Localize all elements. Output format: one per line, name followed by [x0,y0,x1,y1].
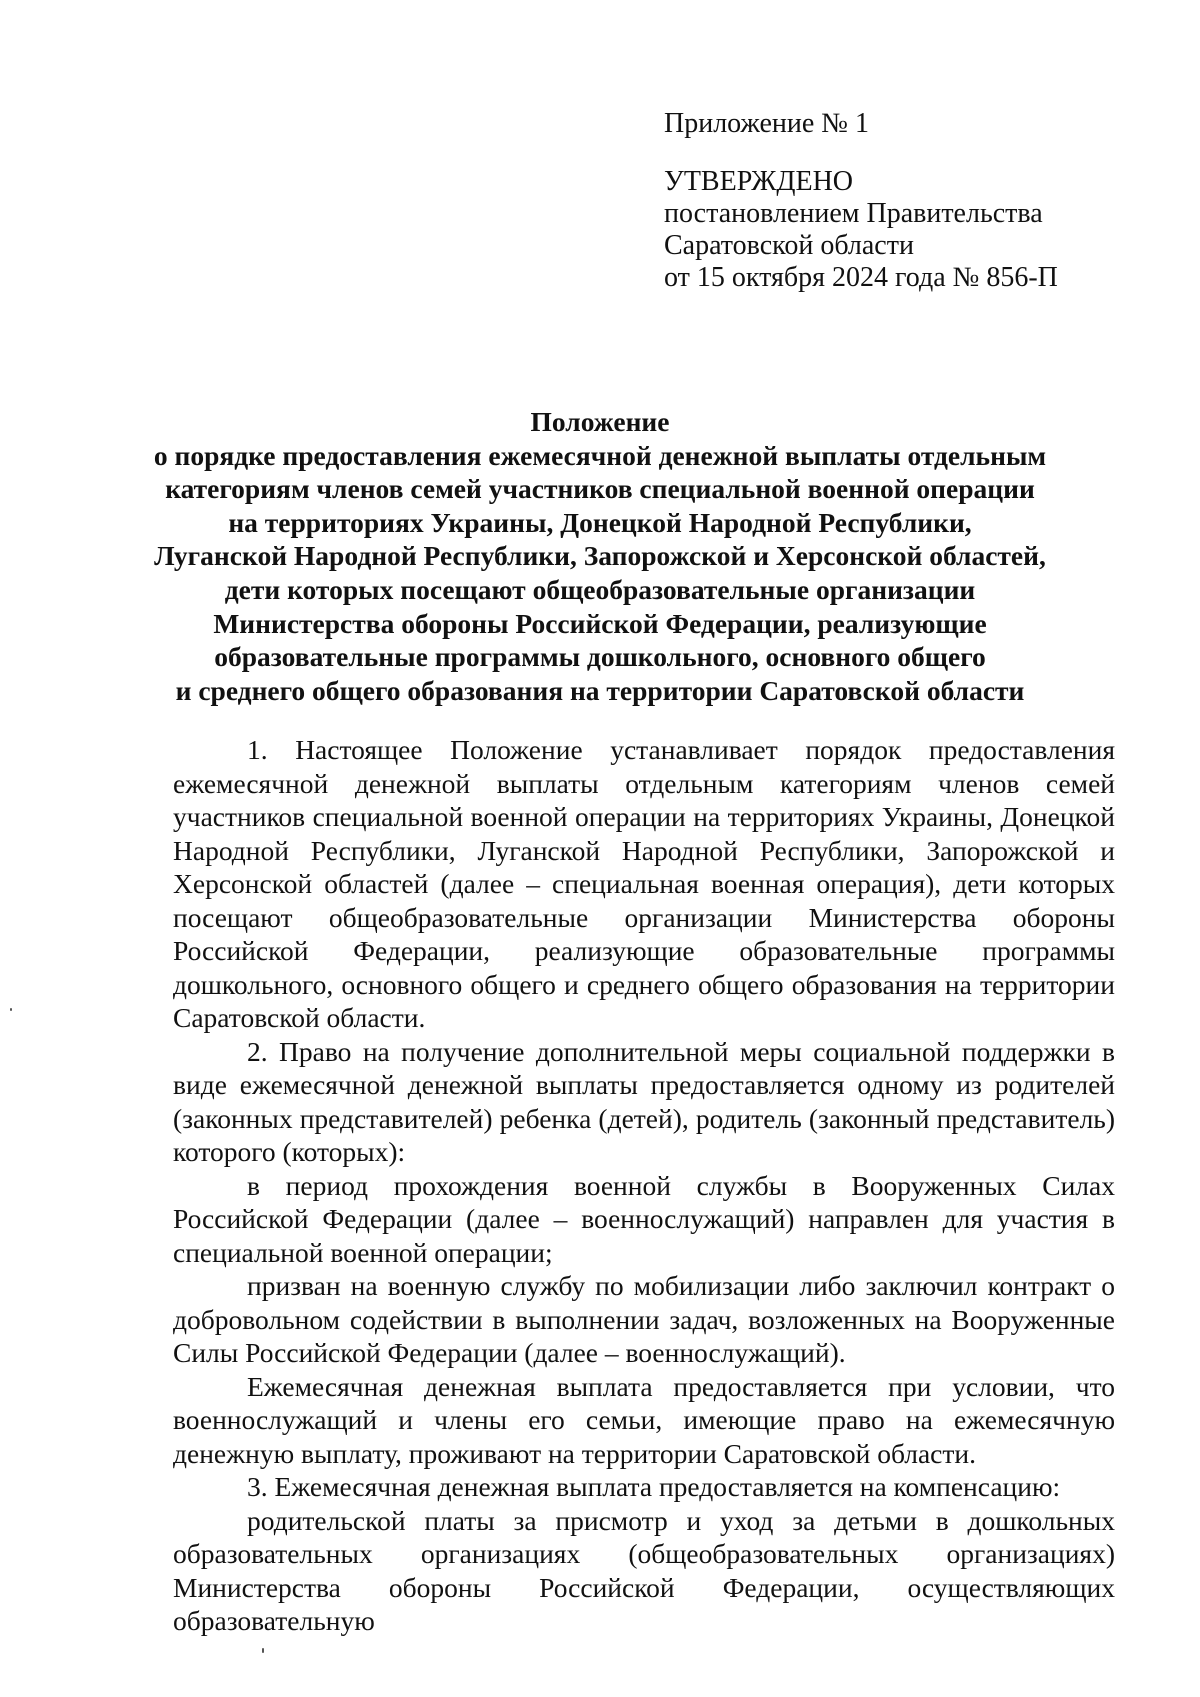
scan-speck [262,1648,264,1653]
body-paragraph: призван на военную службу по мобилизации либо заключил контракт о добровольном содействии в выполнении задач, возложенных на Вооруженные Силы Российской Федерации (далее – военнослужащий). [173,1270,1115,1368]
approved-line: Саратовской области [664,230,914,261]
title-line: Министерства обороны Российской Федерации, реализующие [213,607,987,639]
title-line: и среднего общего образования на территории Саратовской области [175,674,1025,706]
appendix-label: Приложение № 1 [664,108,869,139]
approval-block [664,166,1164,294]
title-line: Луганской Народной Республики, Запорожской и Херсонской областей, [154,540,1046,572]
title-line: категориям членов семей участников специальной военной операции [165,473,1035,505]
body-paragraph: в период прохождения военной службы в Вооруженных Силах Российской Федерации (далее – военнослужащий) направлен для участия в специальной военной операции; [173,1169,1115,1268]
approved-line: постановлением Правительства [664,198,1043,229]
scan-speck [10,1008,12,1011]
body-paragraph: Ежемесячная денежная выплата предоставляется при условии, что военнослужащий и члены его семьи, имеющие право на ежемесячную денежную выплату, проживают на территории Саратовской области. [173,1370,1115,1469]
body-paragraph: 1. Настоящее Положение устанавливает порядок предоставления ежемесячной денежной выплаты отдельным категориям членов семей участников специальной военной операции на территориях Украины, Донецкой Народной Республики, Луганской Народной Республики, Запорожской и Херсонской областей (далее – специальная военная операция), дети которых посещают общеобразовательные организации Министерства обороны Российской Федерации, реализующие образовательные программы дошкольного, основного общего и среднего общего образования на территории Саратовской области. [173,734,1115,1033]
approved-heading: УТВЕРЖДЕНО [664,166,854,197]
body-paragraph: родительской платы за присмотр и уход за детьми в дошкольных образовательных организациях (общеобразовательных организациях) Министерства обороны Российской Федерации, осуществляющих образовательную [173,1504,1115,1636]
body-paragraph: 3. Ежемесячная денежная выплата предоставляется на компенсацию: [247,1471,1061,1502]
title-line: Положение [530,406,670,437]
approved-line: от 15 октября 2024 года № 856-П [664,262,1058,293]
title-line: на территориях Украины, Донецкой Народной Республики, [228,506,972,538]
title-line: о порядке предоставления ежемесячной денежной выплаты отдельным [153,439,1047,471]
title-line: образовательные программы дошкольного, основного общего [214,641,986,673]
document-title [150,405,1050,707]
body-paragraph: 2. Право на получение дополнительной меры социальной поддержки в виде ежемесячной денежной выплаты предоставляется одному из родителей (законных представителей) ребенка (детей), родитель (законный представитель) которого (которых): [173,1035,1115,1167]
document-body [173,733,1115,1638]
title-line: дети которых посещают общеобразовательные организации [224,573,976,605]
approval-stamp [664,108,1164,294]
